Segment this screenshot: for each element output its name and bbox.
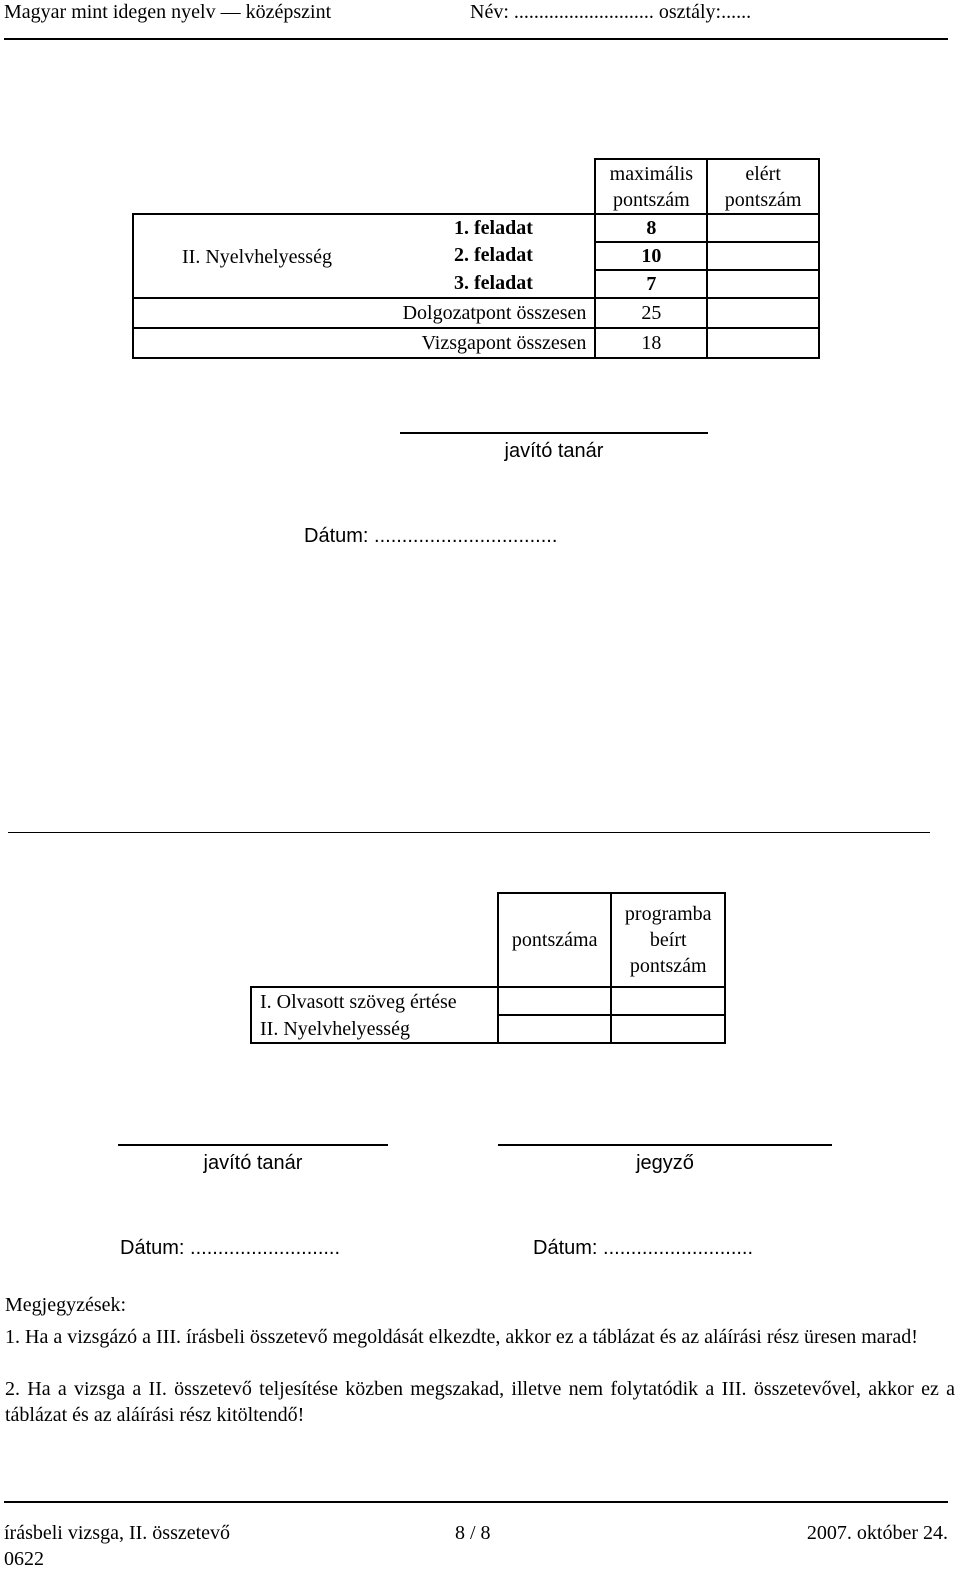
footer-rule xyxy=(4,1501,948,1503)
task-label: 2. feladat xyxy=(454,244,533,266)
col-program-header: programba beírt pontszám xyxy=(611,893,725,987)
signature-line-left xyxy=(118,1144,388,1146)
date-field-right: Dátum: ........................... xyxy=(533,1237,754,1259)
task-max: 7 xyxy=(595,270,707,298)
program-table xyxy=(250,892,726,1044)
header-left: Magyar mint idegen nyelv — középszint xyxy=(4,1,332,23)
score-cell xyxy=(498,1015,612,1043)
footer-left: írásbeli vizsga, II. összetevő xyxy=(4,1522,231,1544)
header-rule xyxy=(4,38,948,40)
score-cell xyxy=(498,987,612,1015)
task-row-3 xyxy=(133,270,595,298)
signature-line xyxy=(400,432,708,434)
total-max: 25 xyxy=(595,298,707,328)
date-field-left: Dátum: ........................... xyxy=(120,1237,341,1259)
col-score-header: pontszáma xyxy=(498,893,612,987)
notes-title: Megjegyzések: xyxy=(5,1294,127,1316)
program-cell xyxy=(611,987,725,1015)
note-item: 2. Ha a vizsga a II. összetevő teljesítése közben megszakad, illetve nem folytatódik a III. összetevővel, akkor ez a táblázat és az aláírási rész kitöltendő! xyxy=(5,1378,955,1426)
task-achieved xyxy=(707,214,819,242)
footer-code: 0622 xyxy=(4,1548,44,1570)
task-achieved xyxy=(707,242,819,270)
signature-line-right xyxy=(498,1144,832,1146)
score-table xyxy=(132,158,820,359)
task-row-2 xyxy=(133,242,595,270)
note-item: 1. Ha a vizsgázó a III. írásbeli összetevő megoldását elkezdte, akkor ez a táblázat és az aláírási rész üresen marad! xyxy=(5,1326,918,1348)
col-max-header: maximális pontszám xyxy=(595,159,707,214)
total-label: Dolgozatpont összesen xyxy=(133,298,595,328)
header-right: Név: ............................ osztály:...... xyxy=(470,1,752,23)
signature-label: javító tanár xyxy=(504,440,604,462)
total-achieved xyxy=(707,298,819,328)
page-number: 8 / 8 xyxy=(455,1522,491,1544)
col-achieved-header: elért pontszám xyxy=(707,159,819,214)
task-max: 10 xyxy=(595,242,707,270)
exam-achieved xyxy=(707,328,819,358)
task-label: 3. feladat xyxy=(454,272,533,294)
task-label: 1. feladat xyxy=(454,217,533,239)
row-label: I. Olvasott szöveg értése xyxy=(251,987,498,1015)
row-label: II. Nyelvhelyesség xyxy=(251,1015,498,1043)
footer-date: 2007. október 24. xyxy=(806,1522,948,1544)
date-field: Dátum: ................................. xyxy=(304,525,558,547)
signature-label-left: javító tanár xyxy=(203,1152,303,1174)
section-label: II. Nyelvhelyesség xyxy=(182,246,332,268)
section-divider xyxy=(8,832,930,833)
signature-label-right: jegyző xyxy=(636,1152,694,1174)
task-achieved xyxy=(707,270,819,298)
task-max: 8 xyxy=(595,214,707,242)
exam-max: 18 xyxy=(595,328,707,358)
program-cell xyxy=(611,1015,725,1043)
exam-label: Vizsgapont összesen xyxy=(133,328,595,358)
